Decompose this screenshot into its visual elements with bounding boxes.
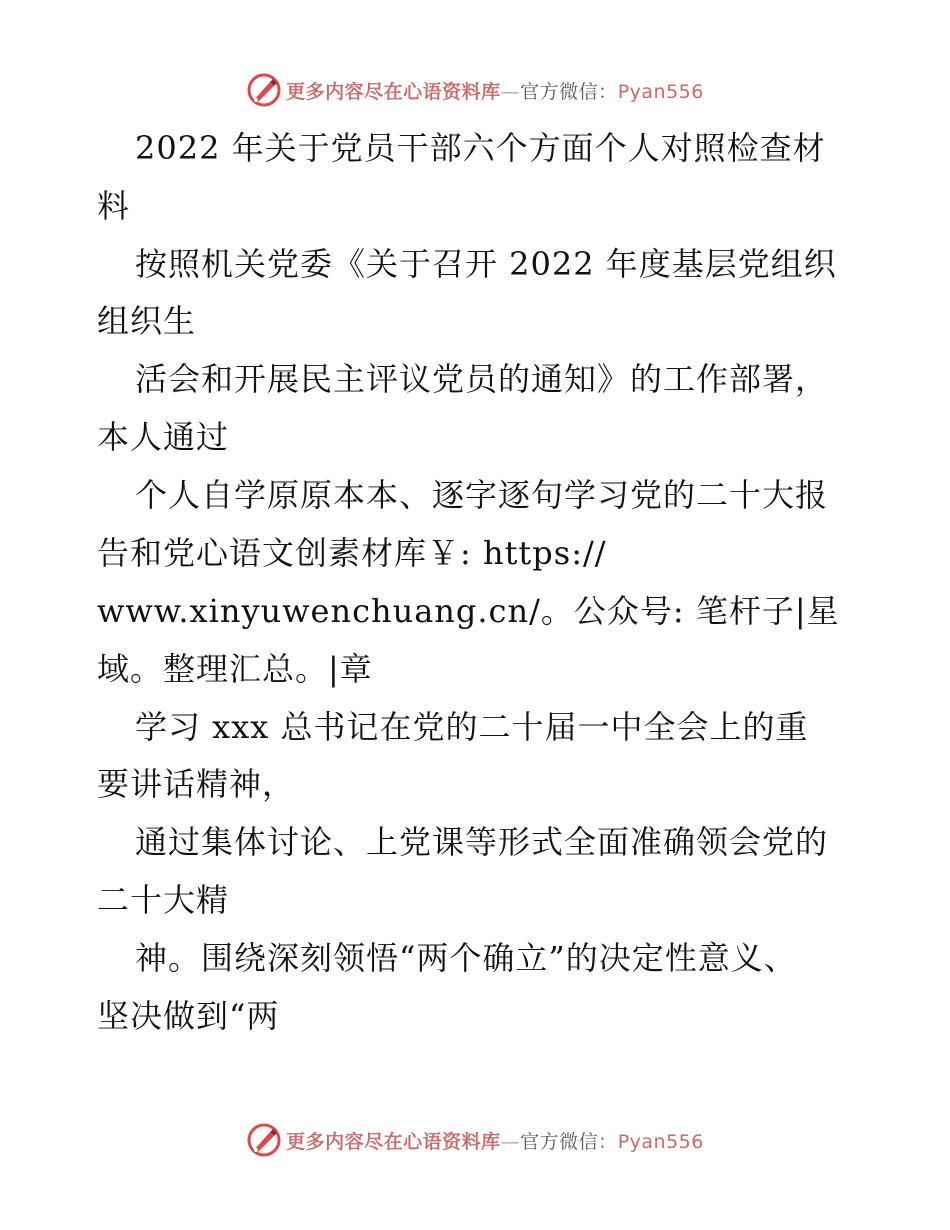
text-line: 2022 年关于党员干部六个方面个人对照检查材 bbox=[135, 129, 826, 167]
banner-dash: — bbox=[500, 80, 521, 103]
banner-wechat-id: Pyan556 bbox=[617, 80, 704, 103]
text-line: 料 bbox=[97, 187, 131, 225]
banner-wechat-id: Pyan556 bbox=[617, 1130, 704, 1153]
text-line: 活会和开展民主评议党员的通知》的工作部署， bbox=[135, 360, 829, 398]
banner-wechat-label: 官方微信： bbox=[520, 80, 618, 103]
text-line: www.xinyuwenchuang.cn/。公众号: 笔杆子|星 bbox=[97, 592, 840, 630]
banner-site-name: 更多内容尽在心语资料库 bbox=[286, 80, 501, 103]
text-line: 神。围绕深刻领悟“两个确立”的决定性意义、 bbox=[135, 939, 797, 977]
text-line: 个人自学原原本本、逐字逐句学习党的二十大报 bbox=[135, 476, 829, 514]
banner-dash: — bbox=[500, 1130, 521, 1153]
pen-logo-icon bbox=[246, 1122, 282, 1158]
pen-logo-icon bbox=[246, 72, 282, 108]
text-line: 按照机关党委《关于召开 2022 年度基层党组织 bbox=[135, 245, 837, 283]
footer-banner bbox=[0, 1120, 950, 1160]
banner-wechat-label: 官方微信： bbox=[520, 1130, 618, 1153]
text-line: 要讲话精神， bbox=[97, 765, 296, 803]
text-line: 二十大精 bbox=[97, 881, 230, 919]
text-line: 学习 xxx 总书记在党的二十届一中全会上的重 bbox=[135, 708, 809, 746]
banner-site-name: 更多内容尽在心语资料库 bbox=[286, 1130, 501, 1153]
text-line: 通过集体讨论、上党课等形式全面准确领会党的 bbox=[135, 823, 829, 861]
header-banner bbox=[0, 70, 950, 110]
text-line: 组织生 bbox=[97, 302, 197, 340]
text-line: 告和党心语文创素材库￥: https:// bbox=[97, 534, 607, 572]
text-line: 本人通过 bbox=[97, 418, 230, 456]
text-line: 坚决做到“两 bbox=[97, 997, 280, 1035]
text-line: 域。整理汇总。|章 bbox=[97, 650, 373, 688]
banner-text bbox=[286, 77, 704, 104]
banner-text bbox=[286, 1127, 704, 1154]
